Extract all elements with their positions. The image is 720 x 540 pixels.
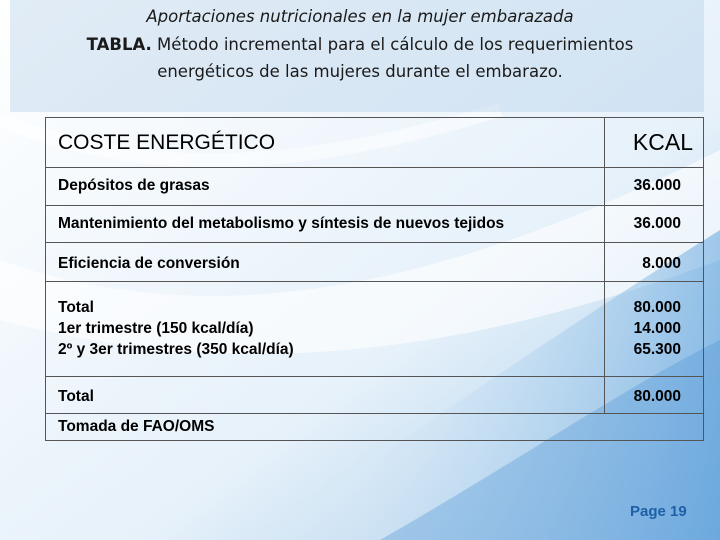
row-concept: Total — [46, 376, 605, 413]
caption-text: Método incremental para el cálculo de los requerimientos — [151, 35, 634, 54]
table-header-row — [46, 118, 704, 168]
row-concept: Mantenimiento del metabolismo y síntesis de nuevos tejidos — [46, 205, 605, 242]
caption-prefix: TABLA. — [86, 35, 152, 54]
table-caption-line2: energéticos de las mujeres durante el embarazo. — [157, 62, 563, 81]
row-concept-line: 1er trimestre (150 kcal/día) — [58, 320, 254, 338]
row-concept-line: Total — [58, 299, 94, 317]
table-footnote-row — [46, 414, 704, 441]
slide-title: Aportaciones nutricionales en la mujer embarazada — [146, 7, 574, 26]
row-kcal: 8.000 — [605, 243, 704, 282]
header-concept: COSTE ENERGÉTICO — [46, 118, 605, 168]
table-row — [46, 205, 704, 242]
header-kcal: KCAL — [605, 118, 704, 168]
row-concept: Eficiencia de conversión — [46, 243, 605, 282]
table-row — [46, 281, 704, 376]
table-row — [46, 243, 704, 282]
row-kcal-line: 80.000 — [633, 299, 681, 317]
row-kcal: 80.000 — [605, 376, 704, 413]
row-concept-line: 2º y 3er trimestres (350 kcal/día) — [58, 341, 294, 359]
energy-cost-table — [45, 117, 704, 441]
row-concept-multiline — [46, 281, 605, 376]
table-row-total — [46, 376, 704, 413]
row-concept: Depósitos de grasas — [46, 168, 605, 205]
row-kcal: 36.000 — [605, 205, 704, 242]
row-kcal: 36.000 — [605, 168, 704, 205]
table-caption-line1 — [0, 35, 720, 54]
row-kcal-line: 14.000 — [633, 320, 681, 338]
table-row — [46, 168, 704, 205]
row-kcal-multiline — [605, 281, 704, 376]
row-kcal-line: 65.300 — [633, 341, 681, 359]
table-footnote: Tomada de FAO/OMS — [46, 414, 704, 441]
page-number: Page 19 — [630, 503, 687, 520]
